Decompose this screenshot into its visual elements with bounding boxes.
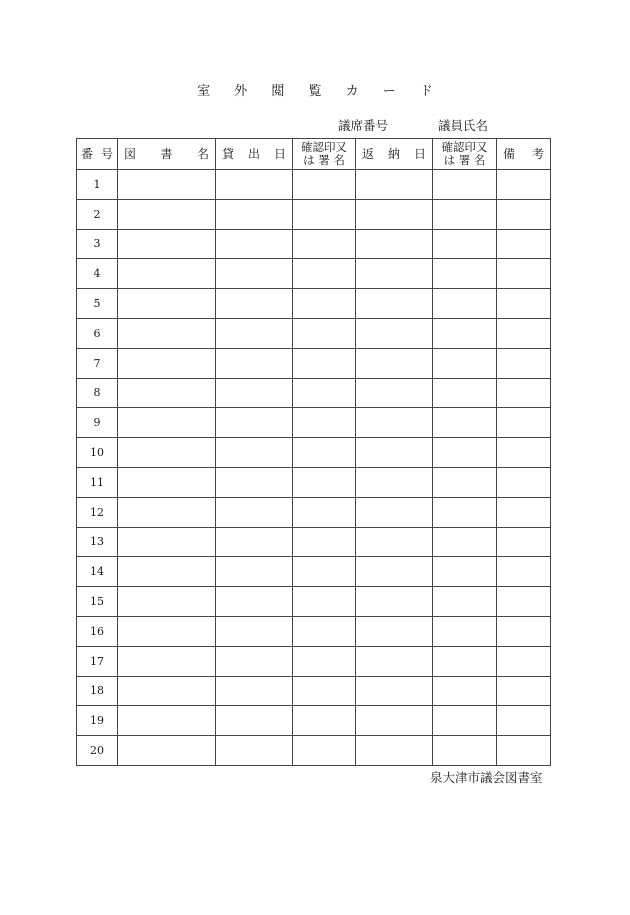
remarks-cell[interactable] bbox=[497, 467, 551, 497]
confirm-return-cell[interactable] bbox=[433, 438, 497, 468]
table-row bbox=[77, 408, 551, 438]
book-title-cell[interactable] bbox=[118, 199, 216, 229]
row-number: 7 bbox=[77, 348, 118, 378]
book-title-cell[interactable] bbox=[118, 676, 216, 706]
header-lend-date: 貸 出 日 bbox=[216, 139, 293, 170]
confirm-lend-cell[interactable] bbox=[293, 706, 356, 736]
confirm-lend-cell[interactable] bbox=[293, 497, 356, 527]
book-title-cell[interactable] bbox=[118, 378, 216, 408]
lend-date-cell[interactable] bbox=[216, 557, 293, 587]
book-title-cell[interactable] bbox=[118, 557, 216, 587]
return-date-cell[interactable] bbox=[356, 676, 433, 706]
row-number: 8 bbox=[77, 378, 118, 408]
table-row bbox=[77, 289, 551, 319]
row-number: 13 bbox=[77, 527, 118, 557]
header-number: 番 号 bbox=[77, 139, 118, 170]
return-date-cell[interactable] bbox=[356, 259, 433, 289]
confirm-return-cell[interactable] bbox=[433, 557, 497, 587]
return-date-cell[interactable] bbox=[356, 497, 433, 527]
book-title-cell[interactable] bbox=[118, 616, 216, 646]
remarks-cell[interactable] bbox=[497, 438, 551, 468]
remarks-cell[interactable] bbox=[497, 378, 551, 408]
return-date-cell[interactable] bbox=[356, 706, 433, 736]
confirm-return-cell[interactable] bbox=[433, 467, 497, 497]
lend-date-cell[interactable] bbox=[216, 706, 293, 736]
lend-date-cell[interactable] bbox=[216, 289, 293, 319]
table-row bbox=[77, 527, 551, 557]
book-title-cell[interactable] bbox=[118, 646, 216, 676]
remarks-cell[interactable] bbox=[497, 318, 551, 348]
remarks-cell[interactable] bbox=[497, 229, 551, 259]
confirm-lend-cell[interactable] bbox=[293, 646, 356, 676]
table-row bbox=[77, 259, 551, 289]
confirm-return-cell[interactable] bbox=[433, 616, 497, 646]
book-title-cell[interactable] bbox=[118, 229, 216, 259]
book-title-cell[interactable] bbox=[118, 527, 216, 557]
remarks-cell[interactable] bbox=[497, 497, 551, 527]
table-row bbox=[77, 557, 551, 587]
table-row bbox=[77, 199, 551, 229]
row-number: 19 bbox=[77, 706, 118, 736]
header-remarks: 備 考 bbox=[497, 139, 551, 170]
book-title-cell[interactable] bbox=[118, 348, 216, 378]
footer-library-name: 泉大津市議会図書室 bbox=[430, 770, 543, 785]
table-row bbox=[77, 378, 551, 408]
confirm-return-cell[interactable] bbox=[433, 229, 497, 259]
header-row bbox=[77, 139, 551, 170]
table-row bbox=[77, 497, 551, 527]
row-number: 9 bbox=[77, 408, 118, 438]
book-title-cell[interactable] bbox=[118, 438, 216, 468]
confirm-lend-cell[interactable] bbox=[293, 676, 356, 706]
confirm-lend-cell[interactable] bbox=[293, 289, 356, 319]
return-date-cell[interactable] bbox=[356, 527, 433, 557]
book-title-cell[interactable] bbox=[118, 318, 216, 348]
lending-table bbox=[76, 138, 551, 766]
lend-date-cell[interactable] bbox=[216, 616, 293, 646]
confirm-return-cell[interactable] bbox=[433, 289, 497, 319]
confirm-lend-cell[interactable] bbox=[293, 587, 356, 617]
confirm-lend-cell[interactable] bbox=[293, 318, 356, 348]
confirm-return-cell[interactable] bbox=[433, 527, 497, 557]
book-title-cell[interactable] bbox=[118, 467, 216, 497]
row-number: 14 bbox=[77, 557, 118, 587]
lend-date-cell[interactable] bbox=[216, 318, 293, 348]
book-title-cell[interactable] bbox=[118, 736, 216, 766]
remarks-cell[interactable] bbox=[497, 736, 551, 766]
return-date-cell[interactable] bbox=[356, 408, 433, 438]
return-date-cell[interactable] bbox=[356, 736, 433, 766]
return-date-cell[interactable] bbox=[356, 467, 433, 497]
member-fields bbox=[338, 116, 488, 134]
table-row bbox=[77, 646, 551, 676]
confirm-return-cell[interactable] bbox=[433, 378, 497, 408]
header-book-title: 図 書 名 bbox=[118, 139, 216, 170]
confirm-return-cell[interactable] bbox=[433, 199, 497, 229]
return-date-cell[interactable] bbox=[356, 646, 433, 676]
row-number: 2 bbox=[77, 199, 118, 229]
row-number: 5 bbox=[77, 289, 118, 319]
confirm-return-cell[interactable] bbox=[433, 646, 497, 676]
return-date-cell[interactable] bbox=[356, 318, 433, 348]
confirm-return-cell[interactable] bbox=[433, 170, 497, 200]
return-date-cell[interactable] bbox=[356, 348, 433, 378]
confirm-lend-cell[interactable] bbox=[293, 467, 356, 497]
book-title-cell[interactable] bbox=[118, 497, 216, 527]
confirm-return-cell[interactable] bbox=[433, 706, 497, 736]
remarks-cell[interactable] bbox=[497, 259, 551, 289]
table-row bbox=[77, 438, 551, 468]
return-date-cell[interactable] bbox=[356, 587, 433, 617]
lend-date-cell[interactable] bbox=[216, 348, 293, 378]
return-date-cell[interactable] bbox=[356, 616, 433, 646]
table-row bbox=[77, 736, 551, 766]
book-title-cell[interactable] bbox=[118, 170, 216, 200]
remarks-cell[interactable] bbox=[497, 289, 551, 319]
return-date-cell[interactable] bbox=[356, 289, 433, 319]
table-row bbox=[77, 467, 551, 497]
confirm-lend-cell[interactable] bbox=[293, 229, 356, 259]
return-date-cell[interactable] bbox=[356, 438, 433, 468]
row-number: 11 bbox=[77, 467, 118, 497]
lend-date-cell[interactable] bbox=[216, 527, 293, 557]
row-number: 15 bbox=[77, 587, 118, 617]
row-number: 16 bbox=[77, 616, 118, 646]
row-number: 4 bbox=[77, 259, 118, 289]
confirm-return-cell[interactable] bbox=[433, 318, 497, 348]
table-row bbox=[77, 348, 551, 378]
confirm-lend-cell[interactable] bbox=[293, 557, 356, 587]
book-title-cell[interactable] bbox=[118, 706, 216, 736]
confirm-return-cell[interactable] bbox=[433, 259, 497, 289]
confirm-return-cell[interactable] bbox=[433, 348, 497, 378]
row-number: 18 bbox=[77, 676, 118, 706]
return-date-cell[interactable] bbox=[356, 229, 433, 259]
confirm-return-cell[interactable] bbox=[433, 676, 497, 706]
lend-date-cell[interactable] bbox=[216, 736, 293, 766]
remarks-cell[interactable] bbox=[497, 199, 551, 229]
confirm-lend-cell[interactable] bbox=[293, 170, 356, 200]
lend-date-cell[interactable] bbox=[216, 497, 293, 527]
lend-date-cell[interactable] bbox=[216, 378, 293, 408]
book-title-cell[interactable] bbox=[118, 259, 216, 289]
return-date-cell[interactable] bbox=[356, 557, 433, 587]
table-row bbox=[77, 676, 551, 706]
remarks-cell[interactable] bbox=[497, 676, 551, 706]
remarks-cell[interactable] bbox=[497, 616, 551, 646]
confirm-lend-cell[interactable] bbox=[293, 348, 356, 378]
confirm-return-cell[interactable] bbox=[433, 497, 497, 527]
confirm-lend-cell[interactable] bbox=[293, 378, 356, 408]
row-number: 1 bbox=[77, 170, 118, 200]
table-row bbox=[77, 587, 551, 617]
confirm-lend-cell[interactable] bbox=[293, 527, 356, 557]
lend-date-cell[interactable] bbox=[216, 170, 293, 200]
table-row bbox=[77, 706, 551, 736]
return-date-cell[interactable] bbox=[356, 170, 433, 200]
lend-date-cell[interactable] bbox=[216, 676, 293, 706]
remarks-cell[interactable] bbox=[497, 557, 551, 587]
member-name-label: 議員氏名 bbox=[437, 118, 488, 133]
return-date-cell[interactable] bbox=[356, 378, 433, 408]
row-number: 17 bbox=[77, 646, 118, 676]
confirm-lend-cell[interactable] bbox=[293, 438, 356, 468]
lend-date-cell[interactable] bbox=[216, 646, 293, 676]
confirm-return-cell[interactable] bbox=[433, 736, 497, 766]
confirm-lend-cell[interactable] bbox=[293, 616, 356, 646]
lend-date-cell[interactable] bbox=[216, 438, 293, 468]
row-number: 3 bbox=[77, 229, 118, 259]
lend-date-cell[interactable] bbox=[216, 587, 293, 617]
header-return-date: 返 納 日 bbox=[356, 139, 433, 170]
row-number: 10 bbox=[77, 438, 118, 468]
lend-date-cell[interactable] bbox=[216, 199, 293, 229]
row-number: 20 bbox=[77, 736, 118, 766]
book-title-cell[interactable] bbox=[118, 289, 216, 319]
lend-date-cell[interactable] bbox=[216, 467, 293, 497]
remarks-cell[interactable] bbox=[497, 170, 551, 200]
remarks-cell[interactable] bbox=[497, 408, 551, 438]
confirm-return-cell[interactable] bbox=[433, 408, 497, 438]
row-number: 6 bbox=[77, 318, 118, 348]
header-confirm-lend: 確認印又 は 署 名 bbox=[293, 139, 356, 170]
lend-date-cell[interactable] bbox=[216, 229, 293, 259]
seat-number-label: 議席番号 bbox=[338, 118, 389, 133]
confirm-lend-cell[interactable] bbox=[293, 408, 356, 438]
remarks-cell[interactable] bbox=[497, 646, 551, 676]
book-title-cell[interactable] bbox=[118, 587, 216, 617]
page-title: 室 外 閲 覧 カ ー ド bbox=[197, 84, 443, 99]
remarks-cell[interactable] bbox=[497, 706, 551, 736]
table-row bbox=[77, 318, 551, 348]
return-date-cell[interactable] bbox=[356, 199, 433, 229]
confirm-lend-cell[interactable] bbox=[293, 259, 356, 289]
confirm-lend-cell[interactable] bbox=[293, 199, 356, 229]
confirm-lend-cell[interactable] bbox=[293, 736, 356, 766]
remarks-cell[interactable] bbox=[497, 348, 551, 378]
remarks-cell[interactable] bbox=[497, 527, 551, 557]
lend-date-cell[interactable] bbox=[216, 259, 293, 289]
table-row bbox=[77, 229, 551, 259]
table-row bbox=[77, 170, 551, 200]
table-row bbox=[77, 616, 551, 646]
row-number: 12 bbox=[77, 497, 118, 527]
confirm-return-cell[interactable] bbox=[433, 587, 497, 617]
remarks-cell[interactable] bbox=[497, 587, 551, 617]
book-title-cell[interactable] bbox=[118, 408, 216, 438]
lend-date-cell[interactable] bbox=[216, 408, 293, 438]
header-confirm-return: 確認印又 は 署 名 bbox=[433, 139, 497, 170]
